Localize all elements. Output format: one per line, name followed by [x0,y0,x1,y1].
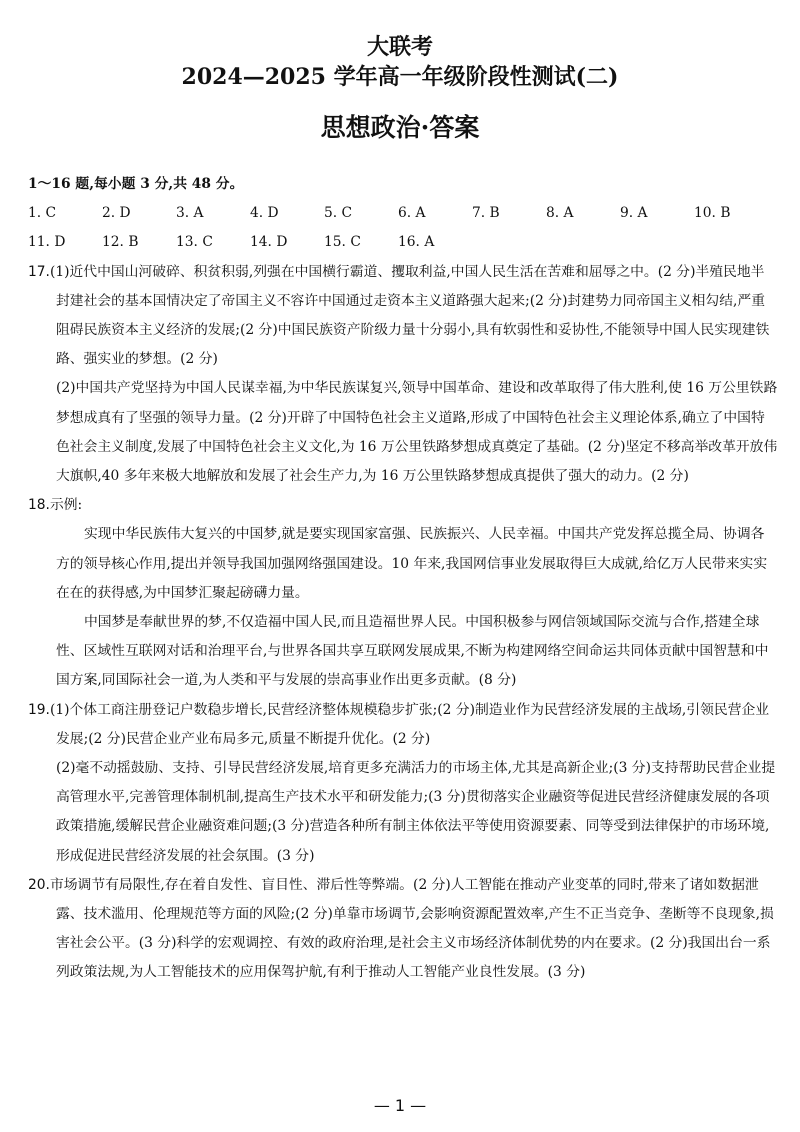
q19-part1 [28,696,778,754]
q20-text: 市场调节有局限性,存在着自发性、盲目性、滞后性等弊端。(2 分)人工智能在推动产业变革的同时,带来了诸如数据泄露、技术滥用、伦理规范等方面的风险;(2 分)单靠市场调节,会影响资源配置效率,产生不正当竞争、垄断等不良现象,损害社会公平。(3 分)科学的宏观调控、有效的政府治理,是社会主义市场经济体制优势的内在要求。(2 分)我国出台一系列政策法规,为人工智能技术的应用保驾护航,有利于推动人工智能产业良性发展。(3 分) [49,876,774,981]
question-19 [28,696,778,871]
answer-item: 11. D [28,234,66,251]
answer-item: 6. A [398,205,426,222]
question-20 [28,871,778,988]
q18-label: 示例: [49,497,83,514]
question-number: 19. [28,701,50,718]
q19-part2: (2)毫不动摇鼓励、支持、引导民营经济发展,培育更多充满活力的市场主体,尤其是高新企业;(3 分)支持帮助民营企业提高管理水平,完善管理体制机制,提高生产技术水平和研发能力;(3 分)贯彻落实企业融资等促进民营经济健康发展的各项政策措施,缓解民营企业融资难问题;(3 分)营造各种所有制主体依法平等使用资源要素、同等受到法律保护的市场环境,形成促进民营经济发展的社会氛围。(3 分) [56,760,776,864]
answer-content [28,170,778,988]
answer-item: 4. D [250,205,279,222]
q18-label-line [28,491,778,520]
question-number: 20. [28,876,50,893]
exam-name: 大联考 [366,34,433,60]
answer-item: 8. A [546,205,574,222]
answer-item: 9. A [620,205,648,222]
question-17 [28,258,778,492]
choice-answers [28,199,778,257]
question-number: 17. [28,263,50,280]
q19-part1-text: (1)个体工商注册登记户数稳步增长,民营经济整体规模稳步扩张;(2 分)制造业作为民营经济发展的主战场,引领民营企业发展;(2 分)民营企业产业布局多元,质量不断提升优化。(2 分) [49,701,770,747]
q18-para1: 实现中华民族伟大复兴的中国梦,就是要实现国家富强、民族振兴、人民幸福。中国共产党发挥总揽全局、协调各方的领导核心作用,提出并领导我国加强网络强国建设。10 年来,我国网信事业发展取得巨大成就,给亿万人民带来实实在在的获得感,为中国梦汇聚起磅礴力量。 [56,526,768,601]
answer-item: 1. C [28,205,57,222]
answer-item: 14. D [250,234,288,251]
q17-part2: (2)中国共产党坚持为中国人民谋幸福,为中华民族谋复兴,领导中国革命、建设和改革取得了伟大胜利,使 16 万公里铁路梦想成真有了坚强的领导力量。(2 分)开辟了中国特色社会主义道路,形成了中国特色社会主义理论体系,确立了中国特色社会主义制度,发展了中国特色社会主义文化,为 16 万公里铁路梦想成真奠定了基础。(2 分)坚定不移高举改革开放伟大旗帜,40 多年来极大地解放和发展了社会生产力,为 16 万公里铁路梦想成真提供了强大的动力。(2 分) [56,380,778,485]
q20-text-line [28,871,778,988]
answer-item: 12. B [102,234,139,251]
question-18 [28,491,778,695]
question-number: 18. [28,497,50,514]
answer-item: 10. B [694,205,731,222]
answer-item: 13. C [176,234,213,251]
page-number: — 1 — [373,1096,427,1115]
answer-item: 2. D [102,205,131,222]
q17-part1 [28,258,778,375]
choice-intro: 1～16 题,每小题 3 分,共 48 分。 [28,176,244,192]
answer-item: 16. A [398,234,435,251]
q17-part1-text: (1)近代中国山河破碎、积贫积弱,列强在中国横行霸道、攫取利益,中国人民生活在苦难和屈辱之中。(2 分)半殖民地半封建社会的基本国情决定了帝国主义不容许中国通过走资本主义道路强大起来;(2 分)封建势力同帝国主义相勾结,严重阻碍民族资本主义经济的发展;(2 分)中国民族资产阶级力量十分弱小,具有软弱性和妥协性,不能领导中国人民实现建铁路、强实业的梦想。(2 分) [49,263,770,368]
subject-title: 思想政治·答案 [320,113,480,142]
answer-item: 15. C [324,234,361,251]
answer-item: 7. B [472,205,500,222]
test-title: 2024—2025 学年高一年级阶段性测试(二) [181,64,619,90]
q18-para2: 中国梦是奉献世界的梦,不仅造福中国人民,而且造福世界人民。中国积极参与网信领域国际交流与合作,搭建全球性、区域性互联网对话和治理平台,与世界各国共享互联网发展成果,不断为构建网络空间命运共同体贡献中国智慧和中国方案,同国际社会一道,为人类和平与发展的崇高事业作出更多贡献。(8 分) [56,614,769,689]
answer-item: 3. A [176,205,204,222]
answer-item: 5. C [324,205,353,222]
